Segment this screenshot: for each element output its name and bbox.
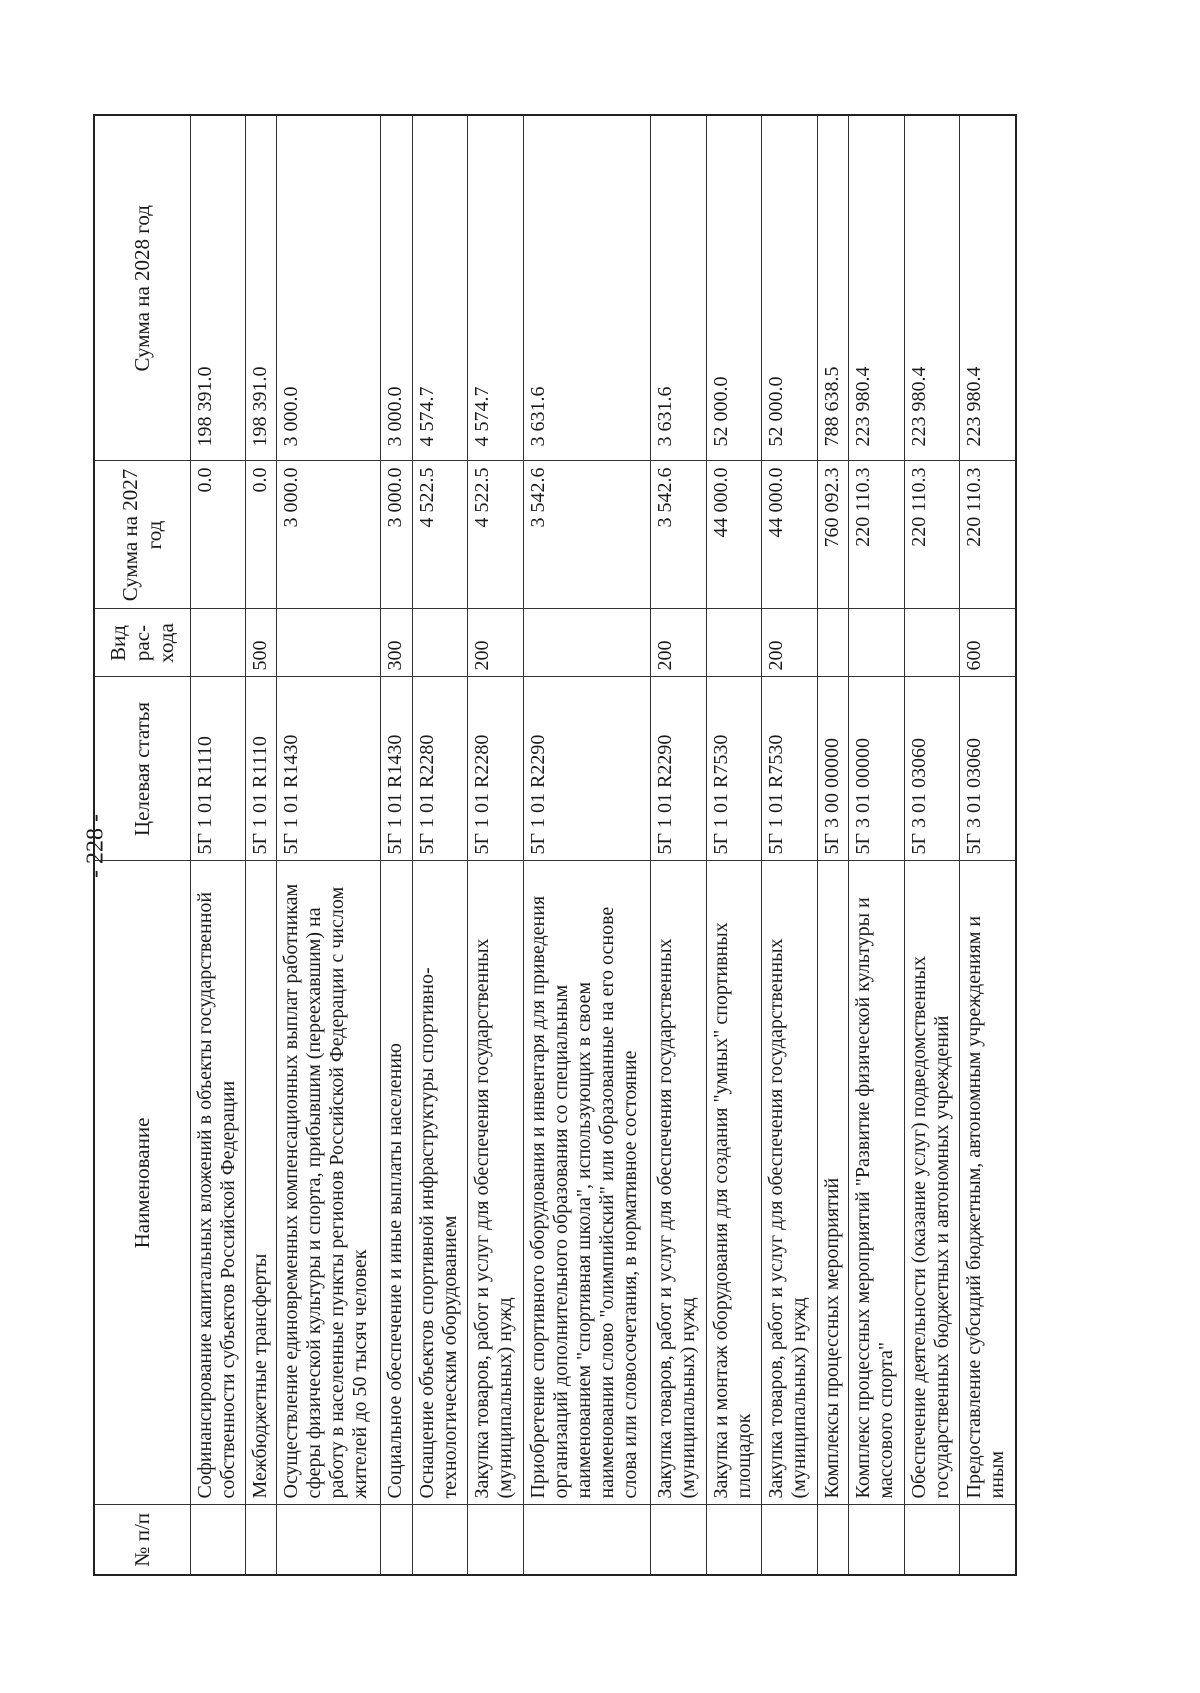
table-row xyxy=(849,115,905,1575)
row-sum-2027-cell: 0.0 xyxy=(190,461,246,609)
row-sum-2028-cell: 223 980.4 xyxy=(849,115,905,461)
table-row xyxy=(817,115,848,1575)
row-num-cell xyxy=(190,1505,246,1575)
row-target-cell: 5Г 1 01 R7530 xyxy=(706,677,762,861)
row-expense-type-cell: 600 xyxy=(960,609,1016,677)
table-row xyxy=(651,115,707,1575)
row-sum-2027-cell: 3 542.6 xyxy=(651,461,707,609)
header-name: Наименование xyxy=(94,861,190,1505)
row-sum-2028-cell: 223 980.4 xyxy=(960,115,1016,461)
row-sum-2028-cell: 3 631.6 xyxy=(651,115,707,461)
row-name-cell: Межбюджетные трансферты xyxy=(246,861,277,1505)
row-num-cell xyxy=(523,1505,651,1575)
row-sum-2028-cell: 3 000.0 xyxy=(277,115,381,461)
row-sum-2028-cell: 4 574.7 xyxy=(412,115,468,461)
table-row xyxy=(190,115,246,1575)
row-expense-type-cell: 500 xyxy=(246,609,277,677)
table-row xyxy=(277,115,381,1575)
budget-table xyxy=(93,114,1017,1576)
row-target-cell: 5Г 1 01 R1110 xyxy=(246,677,277,861)
row-expense-type-cell xyxy=(412,609,468,677)
row-name-cell: Обеспечение деятельности (оказание услуг) подведомственных государственных бюджетных и автономных учреждений xyxy=(904,861,960,1505)
row-sum-2027-cell: 220 110.3 xyxy=(960,461,1016,609)
row-name-cell: Социальное обеспечение и иные выплаты населению xyxy=(381,861,412,1505)
row-name-cell: Закупка товаров, работ и услуг для обеспечения государственных (муниципальных) нужд xyxy=(468,861,524,1505)
row-target-cell: 5Г 3 01 03060 xyxy=(904,677,960,861)
header-num: № п/п xyxy=(94,1505,190,1575)
row-expense-type-cell xyxy=(523,609,651,677)
row-sum-2027-cell: 44 000.0 xyxy=(706,461,762,609)
row-expense-type-cell xyxy=(190,609,246,677)
row-num-cell xyxy=(960,1505,1016,1575)
row-target-cell: 5Г 1 01 R1430 xyxy=(277,677,381,861)
row-sum-2028-cell: 52 000.0 xyxy=(706,115,762,461)
row-sum-2027-cell: 3 542.6 xyxy=(523,461,651,609)
row-expense-type-cell: 300 xyxy=(381,609,412,677)
table-row xyxy=(381,115,412,1575)
row-num-cell xyxy=(651,1505,707,1575)
budget-table-container xyxy=(93,116,1017,1576)
table-header-row xyxy=(94,115,190,1575)
row-num-cell xyxy=(762,1505,818,1575)
table-row xyxy=(523,115,651,1575)
row-name-cell: Закупка товаров, работ и услуг для обеспечения государственных (муниципальных) нужд xyxy=(762,861,818,1505)
table-row xyxy=(904,115,960,1575)
row-sum-2028-cell: 3 000.0 xyxy=(381,115,412,461)
row-target-cell: 5Г 1 01 R2290 xyxy=(651,677,707,861)
row-sum-2027-cell: 3 000.0 xyxy=(277,461,381,609)
row-name-cell: Приобретение спортивного оборудования и инвентаря для приведения организаций дополнительного образования со специальным наименованием "спортивная школа", использующих в своем наименовании слово "олимпийский" или образованные на его основе слова или словосочетания, в нормативное состояние xyxy=(523,861,651,1505)
table-row xyxy=(412,115,468,1575)
row-num-cell xyxy=(277,1505,381,1575)
header-sum-2028: Сумма на 2028 год xyxy=(94,115,190,461)
table-row xyxy=(246,115,277,1575)
row-name-cell: Закупка товаров, работ и услуг для обеспечения государственных (муниципальных) нужд xyxy=(651,861,707,1505)
row-sum-2028-cell: 198 391.0 xyxy=(246,115,277,461)
row-sum-2028-cell: 788 638.5 xyxy=(817,115,848,461)
table-row xyxy=(960,115,1016,1575)
row-name-cell: Комплексы процессных мероприятий xyxy=(817,861,848,1505)
row-expense-type-cell xyxy=(277,609,381,677)
row-name-cell: Осуществление единовременных компенсационных выплат работникам сферы физической культуры и спорта, прибывшим (переехавшим) на работу в населенные пункты регионов Российской Федерации с числом жителей до 50 тысяч человек xyxy=(277,861,381,1505)
row-sum-2027-cell: 4 522.5 xyxy=(468,461,524,609)
row-expense-type-cell: 200 xyxy=(651,609,707,677)
row-sum-2027-cell: 760 092.3 xyxy=(817,461,848,609)
row-target-cell: 5Г 1 01 R7530 xyxy=(762,677,818,861)
table-row xyxy=(468,115,524,1575)
row-target-cell: 5Г 3 01 00000 xyxy=(849,677,905,861)
row-name-cell: Закупка и монтаж оборудования для создания "умных" спортивных площадок xyxy=(706,861,762,1505)
row-sum-2027-cell: 220 110.3 xyxy=(904,461,960,609)
row-name-cell: Оснащение объектов спортивной инфраструктуры спортивно-технологическим оборудованием xyxy=(412,861,468,1505)
row-num-cell xyxy=(904,1505,960,1575)
table-row xyxy=(762,115,818,1575)
row-sum-2028-cell: 198 391.0 xyxy=(190,115,246,461)
row-sum-2027-cell: 0.0 xyxy=(246,461,277,609)
row-num-cell xyxy=(849,1505,905,1575)
row-expense-type-cell xyxy=(706,609,762,677)
row-name-cell: Комплекс процессных мероприятий "Развитие физической культуры и массового спорта" xyxy=(849,861,905,1505)
row-name-cell: Софинансирование капитальных вложений в объекты государственной собственности субъектов Российской Федерации xyxy=(190,861,246,1505)
row-num-cell xyxy=(381,1505,412,1575)
row-sum-2028-cell: 4 574.7 xyxy=(468,115,524,461)
row-target-cell: 5Г 1 01 R2280 xyxy=(468,677,524,861)
row-target-cell: 5Г 3 00 00000 xyxy=(817,677,848,861)
page-number: - 228 - xyxy=(82,814,109,878)
row-name-cell: Предоставление субсидий бюджетным, автономным учреждениям и иным xyxy=(960,861,1016,1505)
row-expense-type-cell: 200 xyxy=(762,609,818,677)
table-row xyxy=(706,115,762,1575)
row-num-cell xyxy=(246,1505,277,1575)
row-expense-type-cell xyxy=(817,609,848,677)
row-sum-2028-cell: 3 631.6 xyxy=(523,115,651,461)
row-num-cell xyxy=(817,1505,848,1575)
row-expense-type-cell xyxy=(849,609,905,677)
row-target-cell: 5Г 1 01 R1110 xyxy=(190,677,246,861)
table-body xyxy=(190,115,1016,1575)
row-expense-type-cell: 200 xyxy=(468,609,524,677)
row-expense-type-cell xyxy=(904,609,960,677)
row-num-cell xyxy=(706,1505,762,1575)
header-target: Целевая статья xyxy=(94,677,190,861)
header-sum-2027: Сумма на 2027 год xyxy=(94,461,190,609)
row-target-cell: 5Г 1 01 R2290 xyxy=(523,677,651,861)
row-target-cell: 5Г 1 01 R2280 xyxy=(412,677,468,861)
row-num-cell xyxy=(468,1505,524,1575)
row-sum-2027-cell: 4 522.5 xyxy=(412,461,468,609)
row-sum-2027-cell: 220 110.3 xyxy=(849,461,905,609)
row-sum-2027-cell: 44 000.0 xyxy=(762,461,818,609)
header-expense-type: Вид рас-хода xyxy=(94,609,190,677)
row-sum-2027-cell: 3 000.0 xyxy=(381,461,412,609)
row-target-cell: 5Г 1 01 R1430 xyxy=(381,677,412,861)
row-num-cell xyxy=(412,1505,468,1575)
row-sum-2028-cell: 223 980.4 xyxy=(904,115,960,461)
row-sum-2028-cell: 52 000.0 xyxy=(762,115,818,461)
row-target-cell: 5Г 3 01 03060 xyxy=(960,677,1016,861)
